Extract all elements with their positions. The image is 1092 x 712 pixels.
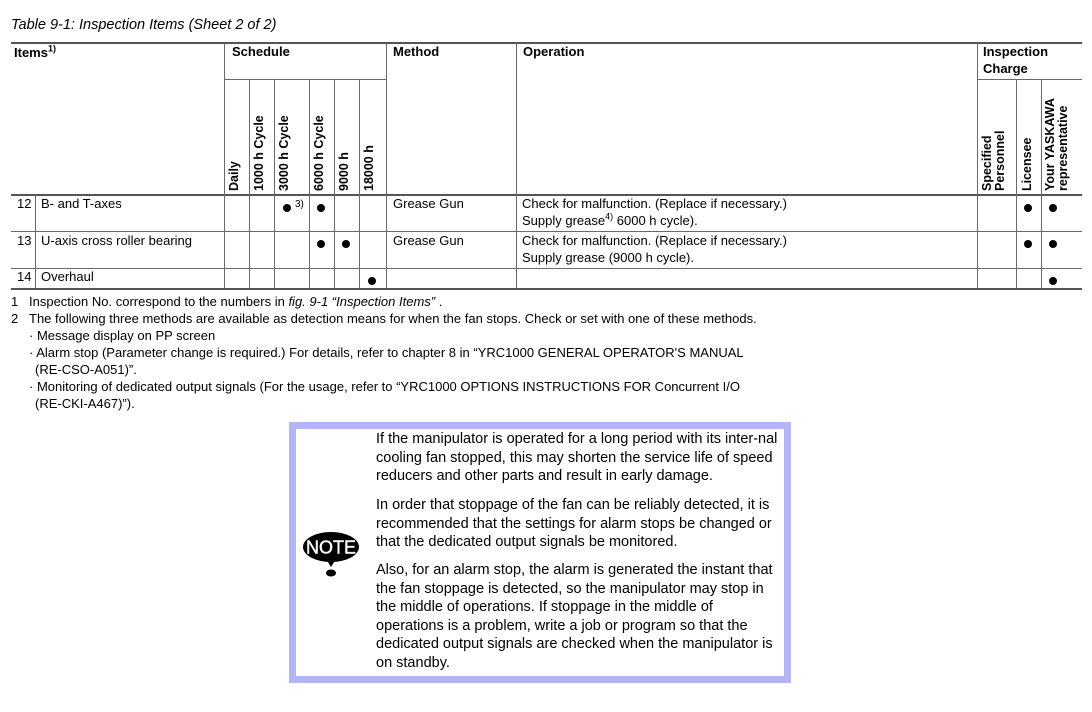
charge-mark-yaskawa [1049,204,1057,212]
charge-col-label-line1: Your YASKAWA [1043,98,1057,191]
header-method: Method [393,44,440,59]
note-badge-label: NOTE [305,537,357,558]
schedule-col-1000h: 1000 h Cycle [252,115,266,191]
row-method: Grease Gun [393,196,464,211]
footnote-bullet-continuation: (RE-CKI-A467)”). [35,396,135,411]
header-operation: Operation [523,44,585,59]
row-rule [11,268,1082,269]
column-divider [334,80,335,288]
charge-col-licensee: Licensee [1020,137,1034,191]
row-operation-line2: Supply grease (9000 h cycle). [522,250,694,265]
note-paragraph: In order that stoppage of the fan can be reliably detected, it is recommended that the settings for alarm stops be changed or that the dedicated output signals be monitored. [376,497,772,550]
footnote-bullet: · Monitoring of dedicated output signals (For the usage, refer to “YRC1000 OPTIONS INSTRUCTIONS FOR Concurrent I/O [29,379,740,394]
note-paragraph: Also, for an alarm stop, the alarm is generated the instant that the fan stoppage is detected, so the manipulator may stop in the middle of operations. If stoppage in the middle of operations is a problem, write a job or program so that the dedicated output signals are checked when the manipulator is on standby. [376,562,773,671]
header-items-label: Items [14,45,48,60]
charge-col-specified-personnel [981,131,1007,191]
column-divider [386,43,387,288]
header-inspection-charge [983,43,1048,77]
row-operation-line1: Check for malfunction. (Replace if necessary.) [522,196,787,211]
table-bottom-rule [11,288,1082,290]
row-item: Overhaul [41,269,94,284]
footnote-text: The following three methods are available as detection means for when the fan stops. Check or set with one of these methods. [29,311,757,326]
schedule-mark-9000h [342,240,350,248]
row-number: 13 [17,233,32,248]
schedule-mark-6000h [317,240,325,248]
charge-mark-yaskawa [1049,240,1057,248]
schedule-mark-18000h [368,277,376,285]
table-caption: Table 9-1: Inspection Items (Sheet 2 of 2) [11,17,277,33]
schedule-col-3000h: 3000 h Cycle [277,115,291,191]
operation-text: Supply grease [522,213,606,228]
footnote-text: Inspection No. correspond to the numbers in [29,294,289,309]
column-divider [224,43,225,288]
row-operation-line2 [522,212,698,229]
charge-subheader-rule [977,79,1082,80]
row-item: U-axis cross roller bearing [41,233,192,248]
schedule-col-18000h: 18000 h [362,145,376,191]
charge-col-label-line2: representative [1056,105,1070,191]
footnote-number: 2 [11,311,19,326]
column-divider [516,43,517,288]
schedule-mark-6000h [317,204,325,212]
header-items-footnote: 1) [47,43,56,54]
header-items [14,44,56,61]
column-divider [977,43,978,288]
charge-mark-licensee [1024,204,1032,212]
schedule-col-9000h: 9000 h [337,152,351,191]
charge-col-label-line2: Personnel [993,130,1007,191]
footnote-1 [11,293,442,310]
header-inspection-charge-line2: Charge [983,61,1028,76]
note-paragraph: If the manipulator is operated for a long period with its inter-nal cooling fan stopped, this may shorten the service life of speed reducers and other parts and result in early damage. [376,431,778,484]
figure-reference-link[interactable]: fig. 9-1 “Inspection Items” [288,294,436,309]
row-method: Grease Gun [393,233,464,248]
footnote-2 [11,310,757,327]
footnote-number: 1 [11,294,19,309]
footnote-bullet: · Message display on PP screen [29,328,216,343]
schedule-col-daily: Daily [227,161,241,191]
schedule-col-6000h: 6000 h Cycle [312,115,326,191]
no-column-divider [35,195,36,288]
footnote-text: . [435,294,443,309]
header-inspection-charge-line1: Inspection [983,44,1049,59]
charge-mark-licensee [1024,240,1032,248]
column-divider [359,80,360,288]
note-box [289,422,791,683]
header-schedule: Schedule [232,44,290,59]
charge-mark-yaskawa [1049,277,1057,285]
column-divider [274,80,275,288]
footnote-ref-3: 3) [295,199,304,210]
schedule-mark-3000h [283,204,291,212]
row-number: 14 [17,269,32,284]
charge-col-yaskawa-representative [1044,98,1070,191]
row-operation-line1: Check for malfunction. (Replace if necessary.) [522,233,787,248]
operation-text: 6000 h cycle). [613,213,698,228]
footnote-bullet: · Alarm stop (Parameter change is required.) For details, refer to chapter 8 in “YRC1000 GENERAL OPERATOR'S MANUAL [29,345,744,360]
column-divider [249,80,250,288]
column-divider [1041,80,1042,288]
note-icon [302,529,360,579]
column-divider [309,80,310,288]
footnote-ref-4: 4) [605,211,614,222]
column-divider [1016,80,1017,288]
row-number: 12 [17,196,32,211]
footnote-bullet-continuation: (RE-CSO-A051)”. [35,362,137,377]
charge-col-label-line1: Specified [980,135,994,191]
row-item: B- and T-axes [41,196,122,211]
